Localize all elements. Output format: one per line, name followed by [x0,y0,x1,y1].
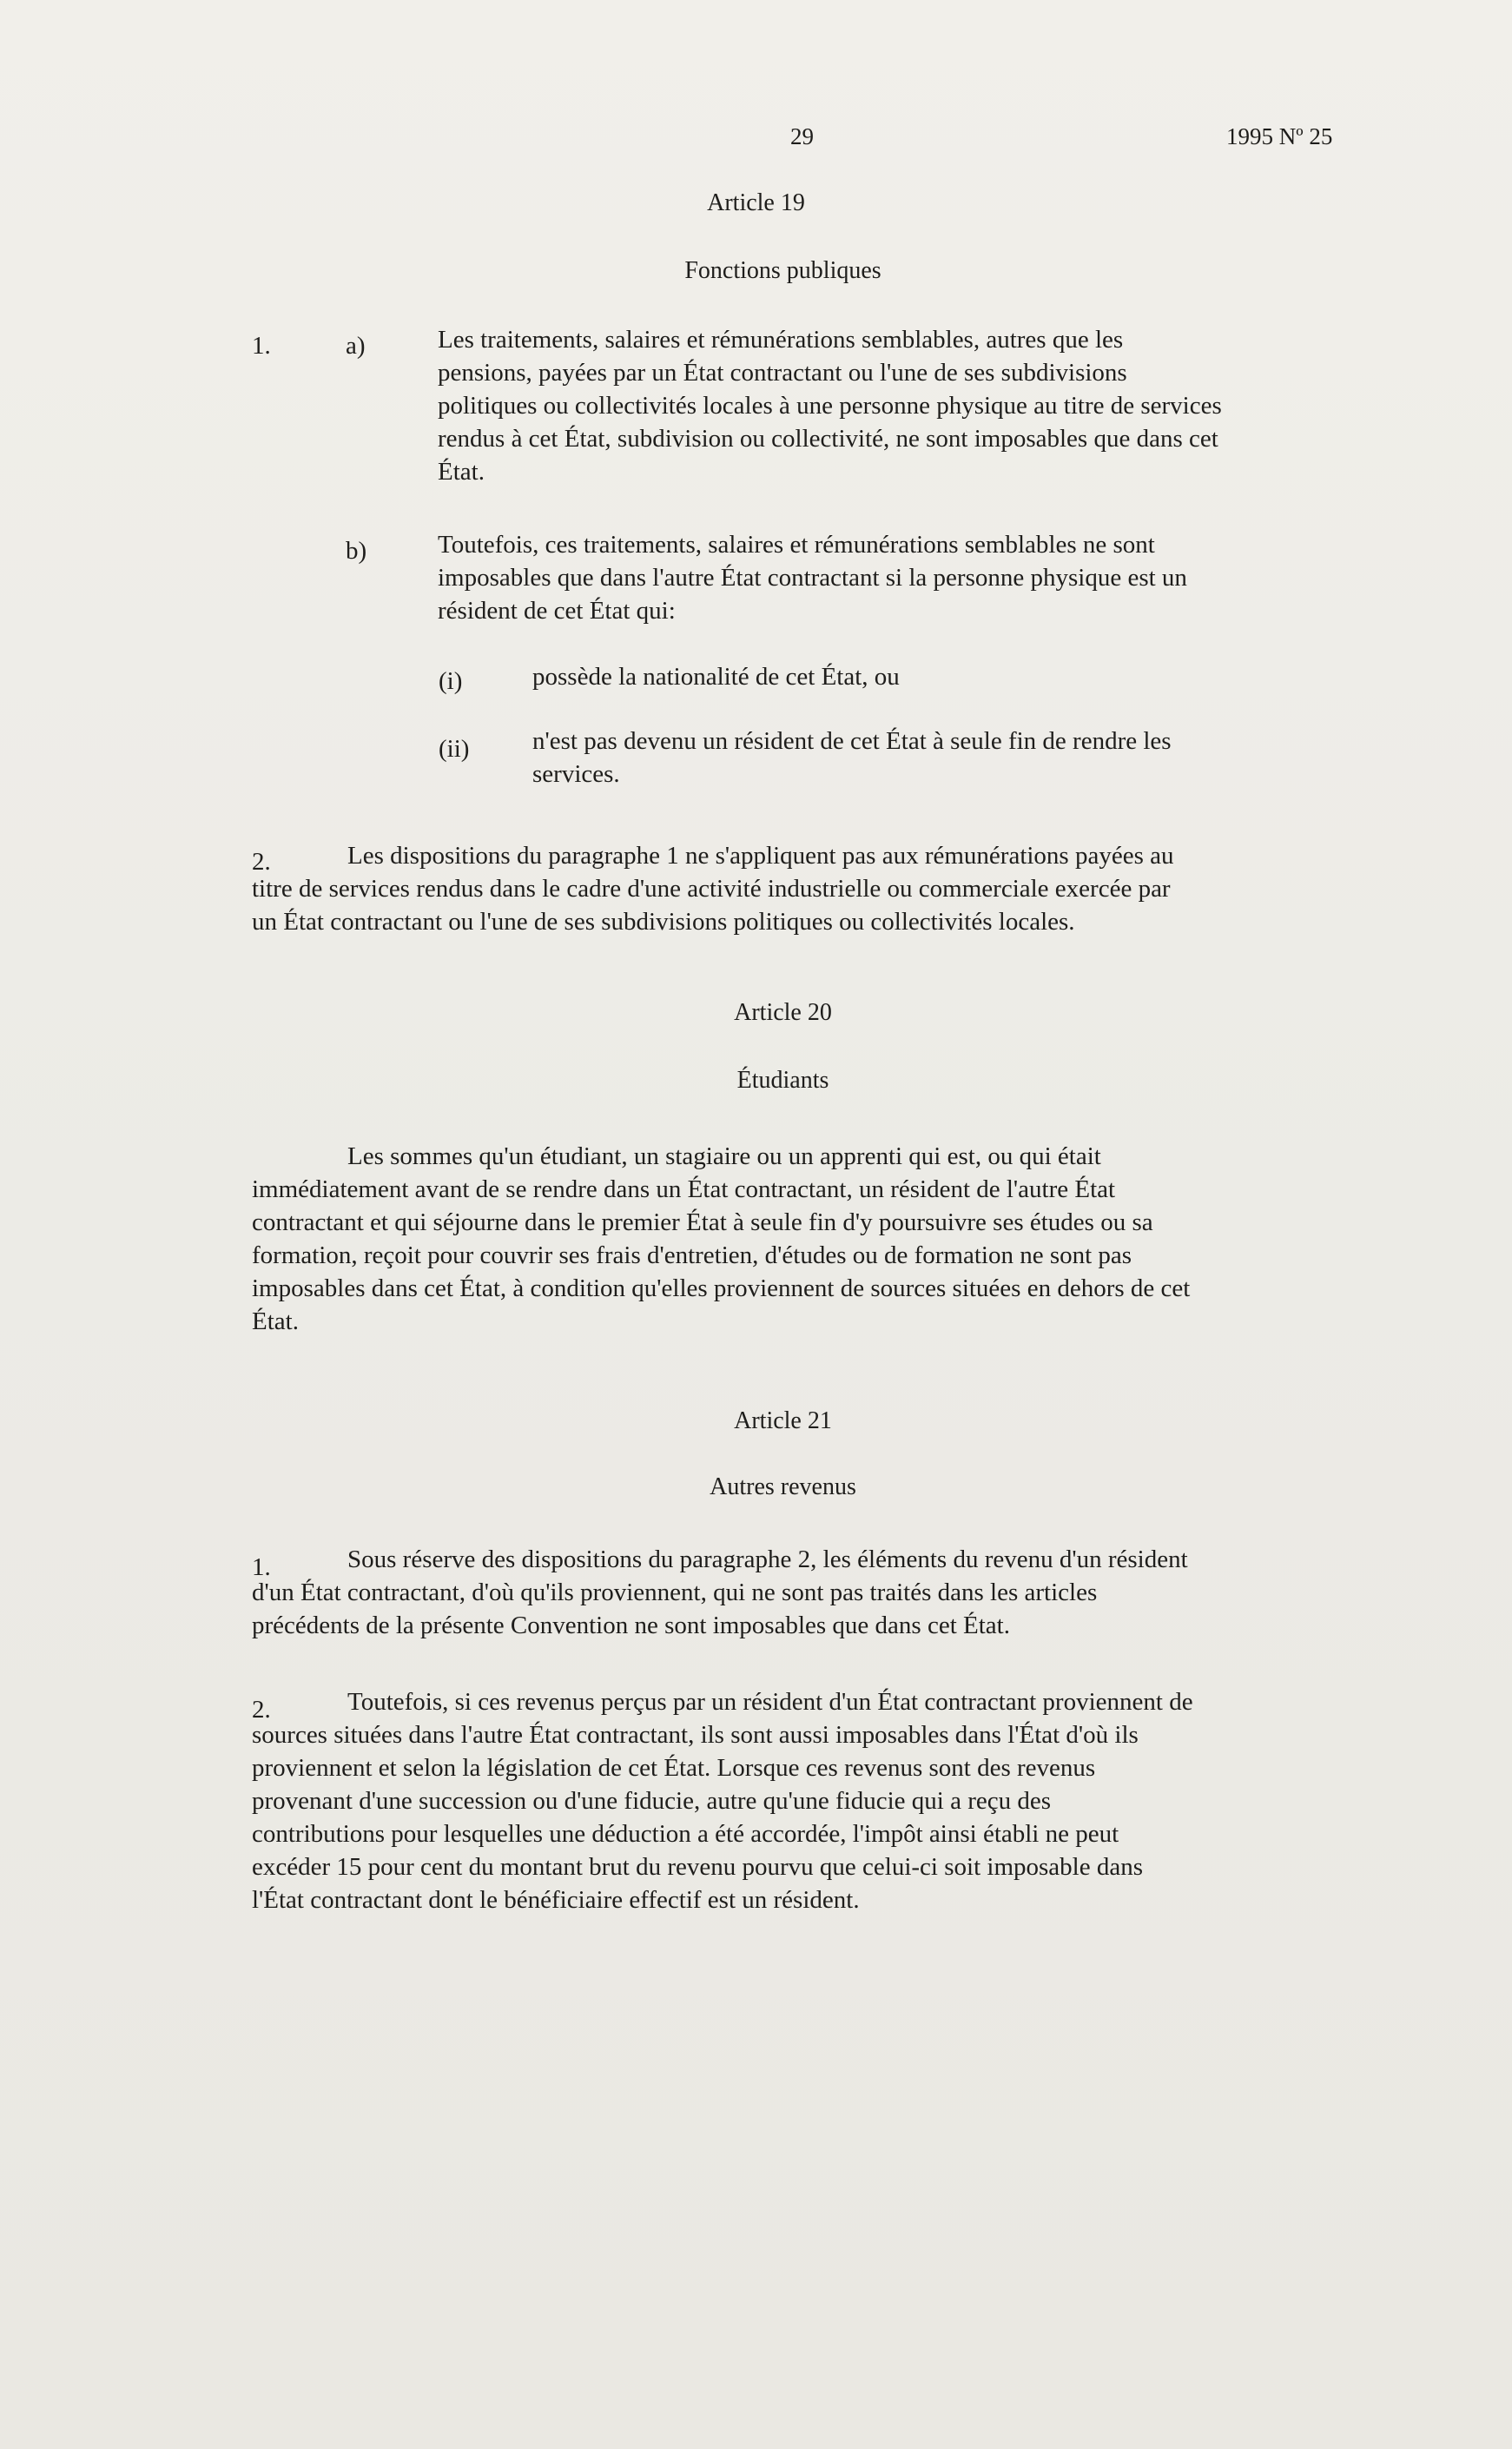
article-19-item-a-label: a) [346,332,366,360]
bleed-through-text [243,430,249,456]
article-21-title: Article 21 [734,1407,832,1434]
article-19-sub-i-text [532,660,1140,693]
text-line: Toutefois, si ces revenus perçus par un résident d'un État contractant proviennent de [347,1688,1193,1716]
article-19-item-a-text [438,323,1363,488]
text-line: possède la nationalité de cet État, ou [532,663,900,691]
text-line: rendus à cet État, subdivision ou collectivité, ne sont imposables que dans cet [438,425,1218,453]
text-line: l'État contractant dont le bénéficiaire effectif est un résident. [252,1886,860,1914]
text-line: Les sommes qu'un étudiant, un stagiaire ou un apprenti qui est, ou qui était [347,1142,1101,1170]
text-line: d'un État contractant, d'où qu'ils proviennent, qui ne sont pas traités dans les articles [252,1579,1098,1606]
text-line: Les traitements, salaires et rémunérations semblables, autres que les [438,326,1124,354]
text-line: imposables que dans l'autre État contractant si la personne physique est un [438,564,1187,592]
text-line: un État contractant ou l'une de ses subdivisions politiques ou collectivités locales. [252,908,1075,936]
article-19-para-1-number: 1. [252,332,271,360]
article-20-text [252,1140,1372,1338]
text-line: sources situées dans l'autre État contractant, ils sont aussi imposables dans l'État d'où ils [252,1721,1139,1749]
text-line: titre de services rendus dans le cadre d'une activité industrielle ou commerciale exercée par [252,875,1171,903]
text-line: imposables dans cet État, à condition qu'elles proviennent de sources situées en dehors de cet [252,1274,1191,1302]
text-line: immédiatement avant de se rendre dans un État contractant, un résident de l'autre État [252,1175,1116,1203]
article-21-para-1-text [252,1543,1355,1642]
article-19-sub-ii-label: (ii) [439,735,470,763]
text-line: contributions pour lesquelles une déduction a été accordée, l'impôt ainsi établi ne peut [252,1820,1119,1848]
text-line: État. [252,1307,299,1335]
text-line: État. [438,458,485,486]
article-21-para-2-number: 2. [252,1696,271,1724]
text-line: Les dispositions du paragraphe 1 ne s'appliquent pas aux rémunérations payées au [347,842,1174,870]
article-21-para-2-text [252,1685,1372,1916]
text-line: politiques ou collectivités locales à une personne physique au titre de services [438,392,1222,420]
text-line: contractant et qui séjourne dans le premier État à seule fin d'y poursuivre ses études ou sa [252,1208,1153,1236]
article-19-title: Article 19 [707,189,805,216]
article-21-para-1-number: 1. [252,1553,271,1581]
article-20-title: Article 20 [734,999,832,1026]
text-line: excéder 15 pour cent du montant brut du revenu pourvu que celui-ci soit imposable dans [252,1853,1143,1881]
text-line: formation, reçoit pour couvrir ses frais d'entretien, d'études ou de formation ne sont pas [252,1241,1132,1269]
article-19-item-b-label: b) [346,537,367,565]
text-line: Sous réserve des dispositions du paragraphe 2, les éléments du revenu d'un résident [347,1546,1188,1573]
text-line: résident de cet État qui: [438,597,676,625]
article-19-para-2-number: 2. [252,848,271,876]
text-line: pensions, payées par un État contractant ou l'une de ses subdivisions [438,359,1127,387]
article-21-subtitle: Autres revenus [710,1473,856,1500]
article-19-item-b-text [438,528,1332,627]
text-line: précédents de la présente Convention ne sont imposables que dans cet État. [252,1612,1010,1639]
article-19-para-2-text [252,839,1355,938]
text-line: services. [532,760,620,788]
article-19-sub-ii-text [532,725,1314,791]
document-reference: 1995 Nº 25 [1226,123,1333,149]
text-line: Toutefois, ces traitements, salaires et rémunérations semblables ne sont [438,531,1155,559]
text-line: provenant d'une succession ou d'une fiducie, autre qu'une fiducie qui a reçu des [252,1787,1051,1815]
text-line: n'est pas devenu un résident de cet État à seule fin de rendre les [532,727,1172,755]
page-number: 29 [790,123,814,149]
article-20-subtitle: Étudiants [736,1067,829,1094]
article-19-subtitle: Fonctions publiques [684,257,881,284]
text-line: proviennent et selon la législation de cet État. Lorsque ces revenus sont des revenus [252,1754,1096,1782]
article-19-sub-i-label: (i) [439,667,463,695]
